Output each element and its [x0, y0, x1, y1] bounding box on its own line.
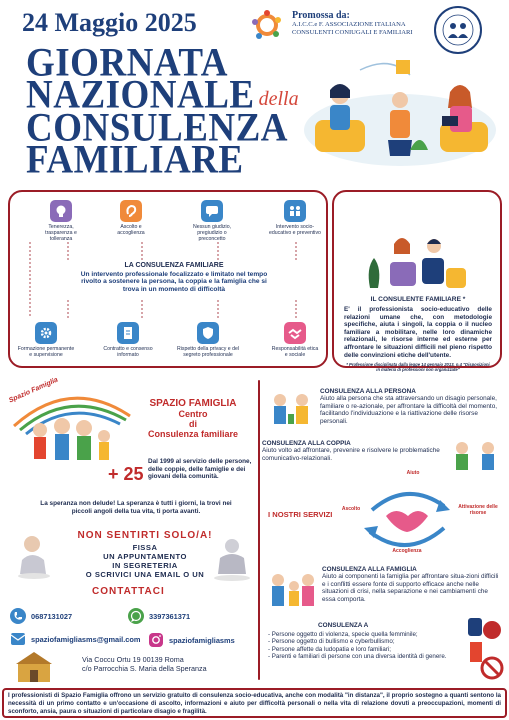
alone-line-3: IN SEGRETERIA — [112, 561, 178, 570]
association-line-1: A.I.C.C.e F. ASSOCIAZIONE ITALIANA — [292, 21, 406, 28]
consulenza-definition — [74, 262, 274, 293]
cycle-attivazione: Attivazione delle risorse — [458, 504, 498, 516]
principle-item — [16, 322, 76, 358]
list-item: - Parenti e familiari di persone con una diversa identità di genere. — [268, 653, 464, 660]
church-illustration — [14, 650, 54, 684]
shield-icon — [197, 322, 219, 344]
famiglia-text: Aiuto ai componenti la famiglia per affrontare situa-zioni difficili e i conflitti essere fonte di supporto efficace anche nelle situazioni di crisi, nella separazione e nei cambiamenti che essa comporta. — [322, 573, 499, 603]
section-divider — [258, 380, 260, 680]
title-della: della — [258, 88, 299, 110]
contatti-heading: CONTATTACI — [92, 586, 165, 597]
principle-caption: Intervento socio-educativo e preventivo — [269, 224, 321, 237]
since-1999-text: Dal 1999 al servizio delle persone, delle coppie, delle famiglie e dei giovani della comunità. — [148, 458, 252, 481]
consulenza-text: Un intervento professionale focalizzato e limitato nel tempo rivolto a sostenere la persona, la coppia e la famiglia che si trova in un momento di difficoltà — [80, 271, 268, 293]
principle-caption: Ascolto e accoglienza — [117, 224, 145, 237]
main-title — [26, 40, 299, 183]
persona-text: Aiuto alla persona che sta attraversando un disagio personale, familiare o re-azionale, per affrontare la difficoltà del momento, facilitando l'individuazione e la riattivazione delle risorse personali. — [320, 395, 498, 425]
phone-contact[interactable] — [10, 608, 72, 624]
principle-item — [268, 200, 322, 236]
famiglia-heading: CONSULENZA ALLA FAMIGLIA — [322, 566, 417, 573]
title-line-1: GIORNATA — [26, 40, 229, 86]
consulente-text: E' il professionista socio-educativo delle relazioni umane che, con metodologie specifiche, aiuta i singoli, la coppia o il nucleo familiare a mobilitare, nelle loro dinamiche relazionali, le risorse interne ed esterne per affrontare le situazioni difficili nel pieno rispetto delle convinzioni etiche dell'utente. — [344, 306, 492, 359]
coppia-text: Aiuto volto ad affrontare, prevenire e risolvere le problematiche comunicativo-relazionali. — [262, 447, 440, 462]
famiglia-illustration — [266, 568, 318, 616]
persona-illustration — [266, 384, 316, 434]
whatsapp-icon — [128, 608, 144, 624]
principle-caption: Formazione permanente e supervisione — [17, 346, 75, 359]
servizio-consulenza-a — [268, 622, 464, 661]
event-date: 24 Maggio 2025 — [22, 8, 197, 37]
principle-item — [40, 200, 82, 243]
alone-line-4: O SCRIVICI UNA EMAIL O UN — [85, 570, 205, 579]
servizi-heading: I NOSTRI SERVIZI — [268, 510, 333, 519]
counseling-session-illustration — [360, 228, 470, 292]
phone-icon — [10, 608, 26, 624]
phone-number[interactable]: 0687131027 — [31, 611, 73, 621]
spazio-sub-2: di — [189, 419, 197, 429]
association-line-2: CONSULENTI CONIUGALI E FAMILIARI — [292, 29, 413, 36]
consulenza-a-heading: CONSULENZA A — [318, 622, 369, 629]
principle-item — [102, 322, 154, 358]
alone-line-2: UN APPUNTAMENTO — [103, 552, 187, 561]
counseling-illustration — [300, 50, 500, 170]
gears-icon — [35, 322, 57, 344]
address-line-1: Via Coccu Ortu 19 00139 Roma — [82, 655, 184, 664]
instagram-icon — [148, 632, 164, 648]
email-contact[interactable] — [10, 632, 140, 646]
principle-item — [110, 200, 152, 236]
promoted-by-label: Promossa da: — [292, 10, 350, 21]
title-line-3: CONSULENZA — [26, 105, 288, 151]
instagram-handle[interactable]: spaziofamigliasms — [169, 635, 235, 645]
list-item: - Persone affette da ludopatia e loro familiari; — [268, 646, 464, 653]
chat-icon — [201, 200, 223, 222]
plus-25-years: + 25 — [108, 464, 144, 484]
ear-icon — [120, 200, 142, 222]
principle-caption: Nessun giudizio, pregiudizio o preconcetto — [192, 224, 232, 243]
principle-item — [174, 322, 242, 358]
address-block — [82, 656, 207, 673]
consulenza-title: LA CONSULENZA FAMILIARE — [124, 262, 224, 269]
spazio-title: SPAZIO FAMIGLIA — [149, 398, 237, 409]
spazio-sub-1: Centro — [178, 409, 208, 419]
consulente-note: * Professione disciplinata dalla legge 14 gennaio 2013, n.4 "Disposizioni in materia di professioni non organizzate" — [346, 362, 490, 373]
list-item: - Persone oggetto di bullismo e cyberbullismo; — [268, 638, 464, 645]
principle-caption: Responsabilità etica e sociale — [271, 346, 319, 359]
title-line-2: NAZIONALE — [26, 72, 255, 118]
title-line-4: FAMILIARE — [26, 137, 244, 183]
spazio-famiglia-logo — [10, 386, 134, 472]
alone-line-1: FISSA — [132, 543, 158, 552]
cycle-aiuto: Aiuto — [406, 470, 420, 476]
principle-caption: Contratto e consenso informato — [103, 346, 153, 359]
consulenza-a-list — [268, 631, 464, 661]
footer-note: I professionisti di Spazio Famiglia offrono un servizio gratuito di consulenza socio-educativa, anche con modalità "in distanza", il proprio sostegno a quanti sentono la necessità di un primo contatto e un'occasione di ascolto, informazioni e aiuto per difficoltà personali o nella vita di relazione dovuti a preoccupazioni, momenti di sconforto, ansia, paura o situazioni di particolare disagio e fragilità. — [2, 688, 507, 718]
servizio-persona — [320, 388, 502, 425]
principle-caption: Tenerezza, trasparenza e tolleranza — [45, 224, 77, 243]
head-icon — [50, 200, 72, 222]
email-icon — [10, 632, 26, 646]
spazio-logo-text: Spazio Famiglia — [8, 376, 60, 405]
appointment-text — [56, 543, 234, 579]
sad-child-illustration — [14, 530, 54, 580]
aiccef-logo — [250, 8, 284, 42]
email-address[interactable]: spaziofamigliasms@gmail.com — [31, 634, 141, 644]
awareness-icons — [464, 616, 504, 684]
coppia-heading: CONSULENZA ALLA COPPIA — [262, 440, 351, 447]
people-icon — [284, 200, 306, 222]
servizio-coppia — [262, 440, 442, 462]
consulente-title: IL CONSULENTE FAMILIARE * — [370, 296, 466, 303]
handshake-icon — [284, 322, 306, 344]
servizio-famiglia — [322, 566, 502, 603]
consulente-familiare-seal — [432, 4, 484, 56]
cycle-accoglienza: Accoglienza — [392, 548, 422, 554]
whatsapp-contact[interactable] — [128, 608, 190, 624]
cycle-ascolto: Ascolto — [341, 506, 361, 512]
consulente-definition — [344, 296, 492, 372]
whatsapp-number[interactable]: 3397361371 — [149, 611, 191, 621]
persona-heading: CONSULENZA ALLA PERSONA — [320, 388, 416, 395]
address-line-2: c/o Parrocchia S. Maria della Speranza — [82, 663, 207, 673]
document-icon — [117, 322, 139, 344]
list-item: - Persone oggetto di violenza, specie quella femminile; — [268, 631, 464, 638]
spazio-sub-3: Consulenza familiare — [147, 429, 239, 439]
spazio-heading — [128, 398, 258, 439]
hope-text: La speranza non delude! La speranza è tutti i giorni, la trovi nei piccoli angoli della tua vita, ti porta avanti. — [40, 500, 232, 515]
sad-person-illustration — [210, 536, 252, 582]
promoter-block — [292, 10, 442, 37]
principle-caption: Rispetto della privacy e del segreto professionale — [177, 346, 239, 359]
principle-item — [270, 322, 320, 358]
principle-item — [184, 200, 240, 243]
instagram-contact[interactable] — [148, 632, 235, 648]
alone-title: NON SENTIRTI SOLO/A! — [77, 530, 213, 541]
coppia-illustration — [448, 436, 502, 478]
